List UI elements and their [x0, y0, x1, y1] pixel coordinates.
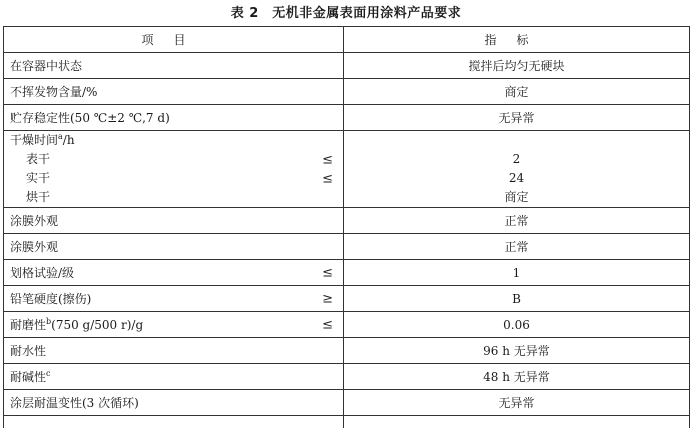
row-value: 商定 [344, 79, 690, 105]
table-row [4, 286, 690, 312]
table-row [4, 312, 690, 338]
row-item: 耐水性 [10, 344, 47, 358]
row-item: 耐磨性$^b$(750 g/500 r)/g [10, 317, 144, 332]
table-row [4, 364, 690, 390]
row-item: 涂膜外观 [10, 214, 59, 228]
row-item: 在容器中状态 [10, 59, 83, 73]
table-row [4, 53, 690, 79]
operator-symbol: ≤ [322, 265, 333, 280]
table-row-drying-time [4, 131, 690, 208]
table-row [4, 105, 690, 131]
row-value: 1 [344, 260, 690, 286]
sub-item: 表干 [26, 152, 51, 166]
row-value: 搅拌后均匀无硬块 [344, 53, 690, 79]
row-item: 不挥发物含量/% [10, 85, 98, 99]
table-title: 表 2 无机非金属表面用涂料产品要求 [230, 6, 462, 21]
header-item: 项目 [4, 27, 344, 53]
row-value: 无异常 [344, 105, 690, 131]
row-value: 正常 [344, 208, 690, 234]
row-item: 贮存稳定性(50 ℃±2 ℃,7 d) [10, 111, 170, 125]
table-row [4, 79, 690, 105]
row-value: 无异常 [344, 390, 690, 416]
requirements-table [3, 26, 690, 428]
row-value: 正常 [344, 234, 690, 260]
row-item: 涂层耐温变性(3 次循环) [10, 396, 139, 410]
row-value: 48 h 无异常 [344, 364, 690, 390]
operator-symbol: ≤ [322, 171, 333, 186]
operator-symbol: ≤ [322, 152, 333, 167]
row-item: 耐碱性$^c$ [10, 369, 51, 384]
sub-item: 烘干 [26, 190, 51, 204]
sub-value: 24 [508, 171, 525, 185]
table-row [4, 338, 690, 364]
row-value: 96 h 无异常 [344, 338, 690, 364]
row-item: 涂膜外观 [10, 240, 59, 254]
row-value: 0.06 [344, 312, 690, 338]
row-item: 划格试验/级 [10, 266, 75, 280]
table-row [4, 208, 690, 234]
table-row [4, 390, 690, 416]
row-item: 干燥时间$^a$/h [10, 132, 75, 147]
table-row [4, 234, 690, 260]
table-row-partial [4, 416, 690, 429]
sub-value: 2 [512, 152, 521, 166]
header-value: 指标 [344, 27, 690, 53]
table-header-row [4, 27, 690, 53]
operator-symbol: ≤ [322, 317, 333, 332]
row-item: 铅笔硬度(擦伤) [10, 292, 92, 306]
table-row [4, 260, 690, 286]
sub-value: 商定 [504, 190, 529, 204]
sub-item: 实干 [26, 171, 51, 185]
operator-symbol: ≥ [322, 291, 333, 306]
row-value: B [344, 286, 690, 312]
